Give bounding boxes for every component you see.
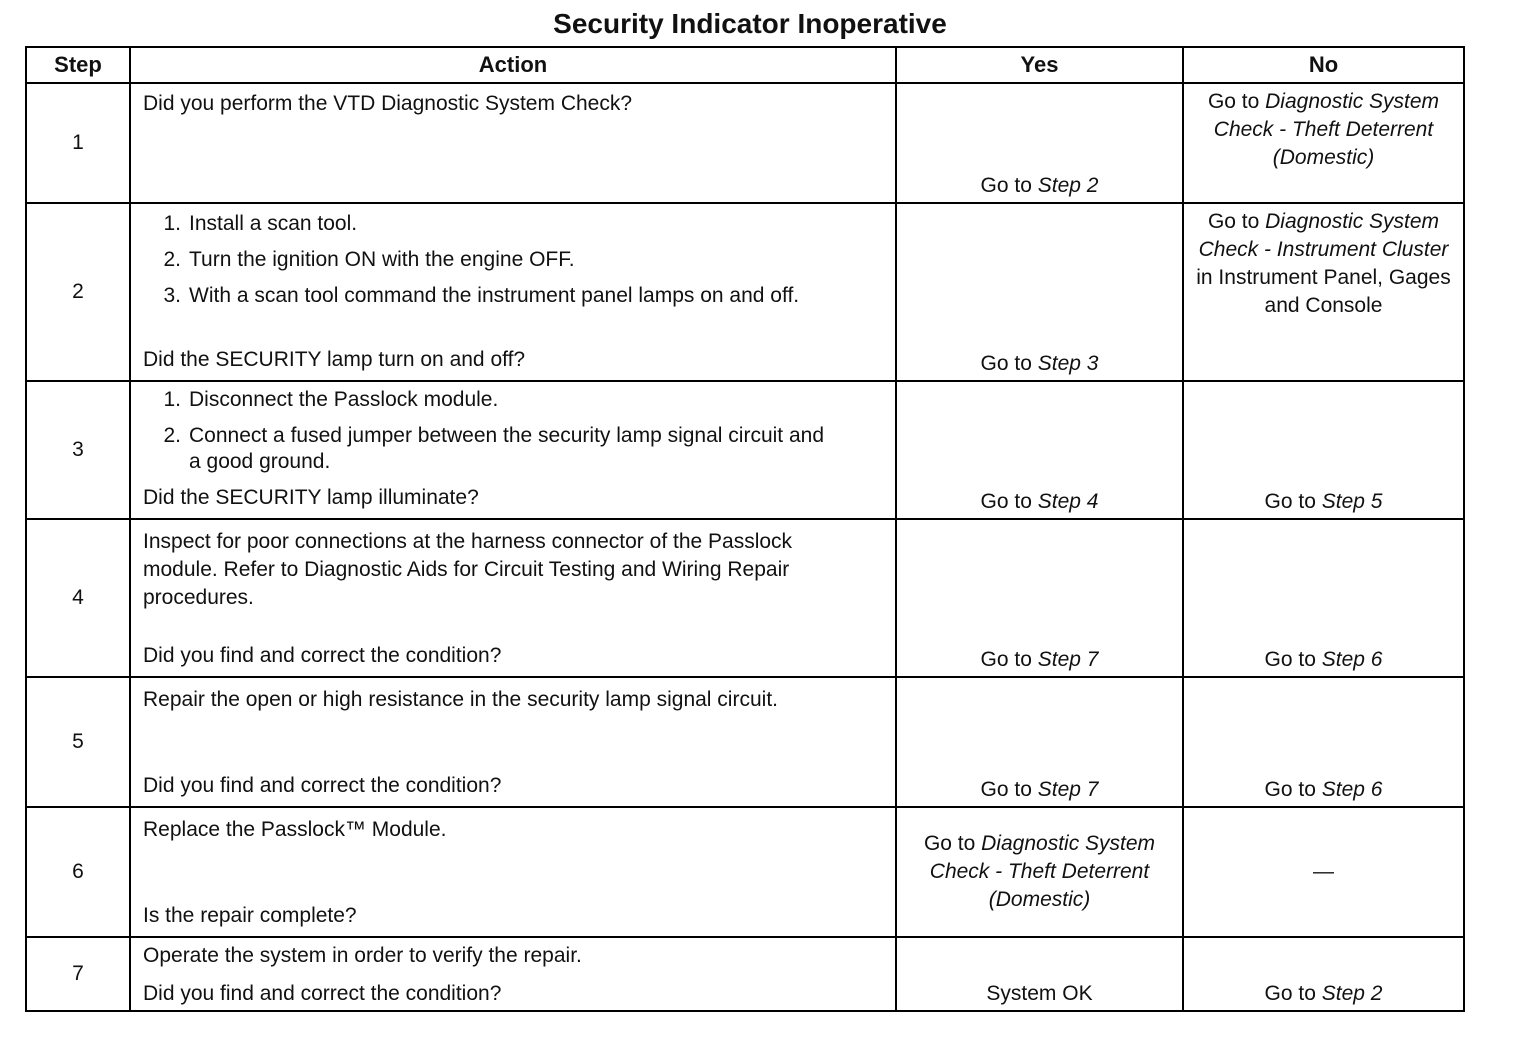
action-cell	[130, 677, 896, 807]
yes-cell	[896, 381, 1183, 519]
action-instruction: Operate the system in order to verify the repair.	[143, 944, 582, 967]
no-cell	[1183, 807, 1464, 937]
yes-cell	[896, 519, 1183, 677]
list-item: 1. Install a scan tool.	[163, 212, 358, 235]
action-cell	[130, 807, 896, 937]
action-question: Is the repair complete?	[143, 904, 357, 927]
action-question: Did you find and correct the condition?	[143, 774, 502, 797]
no-target: Diagnostic System Check - Theft Deterrent (Domestic)	[1213, 90, 1440, 169]
yes-result: System OK	[986, 982, 1093, 1005]
table-row-step-3	[26, 381, 1464, 519]
yes-link[interactable]: Go to Step 4	[980, 490, 1099, 513]
table-row-step-7	[26, 937, 1464, 1011]
yes-link[interactable]: Go to Diagnostic System Check - Theft Deterrent (Domestic)	[923, 832, 1156, 911]
no-cell	[1183, 381, 1464, 519]
page-title: Security Indicator Inoperative	[553, 8, 947, 39]
action-question: Did the SECURITY lamp turn on and off?	[143, 348, 526, 371]
no-cell	[1183, 677, 1464, 807]
no-cell	[1183, 519, 1464, 677]
table-row-step-6	[26, 807, 1464, 937]
yes-target: Step 2	[1037, 174, 1099, 197]
table-row-step-5	[26, 677, 1464, 807]
action-cell	[130, 937, 896, 1011]
yes-link[interactable]	[897, 174, 1182, 202]
action-cell	[130, 83, 896, 203]
action-instruction: Repair the open or high resistance in the security lamp signal circuit.	[143, 688, 778, 711]
yes-cell	[896, 807, 1183, 937]
no-cell	[1183, 83, 1464, 203]
action-instruction: Inspect for poor connections at the harness connector of the Passlock module. Refer to Diagnostic Aids for Circuit Testing and Wiring Repair procedures.	[143, 530, 793, 609]
header-row	[26, 47, 1464, 83]
yes-prefix: Go to	[980, 174, 1038, 197]
step-number: 1	[26, 83, 130, 203]
action-question: Did the SECURITY lamp illuminate?	[143, 486, 479, 509]
table-row-step-1	[26, 83, 1464, 203]
no-prefix: Go to	[1207, 90, 1266, 113]
no-dash: —	[1313, 860, 1334, 883]
no-cell	[1183, 203, 1464, 381]
no-cell	[1183, 937, 1464, 1011]
action-question: Did you find and correct the condition?	[143, 644, 502, 667]
no-link[interactable]: Go to Step 6	[1264, 648, 1383, 671]
action-cell	[130, 381, 896, 519]
step-number: 7	[26, 937, 130, 1011]
action-question: Did you find and correct the condition?	[143, 982, 502, 1005]
yes-cell	[896, 937, 1183, 1011]
header-step: Step	[26, 47, 130, 83]
action-cell	[130, 203, 896, 381]
no-link[interactable]: Go to Diagnostic System Check - Instrument Cluster in Instrument Panel, Gages and Console	[1196, 210, 1451, 317]
step-number: 2	[26, 203, 130, 381]
list-item: 1. Disconnect the Passlock module.	[163, 388, 499, 411]
action-instruction: Replace the Passlock™ Module.	[143, 818, 447, 841]
list-item: 3. With a scan tool command the instrument panel lamps on and off.	[163, 284, 800, 307]
no-link[interactable]	[1184, 84, 1463, 172]
yes-link[interactable]: Go to Step 3	[980, 352, 1099, 375]
step-number: 5	[26, 677, 130, 807]
step-number: 3	[26, 381, 130, 519]
header-no: No	[1183, 47, 1464, 83]
table-row-step-4	[26, 519, 1464, 677]
yes-cell	[896, 203, 1183, 381]
yes-link[interactable]: Go to Step 7	[980, 778, 1099, 801]
yes-cell	[896, 83, 1183, 203]
diagnostic-table	[25, 46, 1465, 1012]
table-row-step-2	[26, 203, 1464, 381]
header-yes: Yes	[896, 47, 1183, 83]
action-cell	[130, 519, 896, 677]
list-item: 2. Connect a fused jumper between the security lamp signal circuit and a good ground.	[163, 424, 825, 473]
no-link[interactable]: Go to Step 2	[1264, 982, 1383, 1005]
action-question: Did you perform the VTD Diagnostic System Check?	[143, 92, 633, 115]
yes-link[interactable]: Go to Step 7	[980, 648, 1099, 671]
step-number: 4	[26, 519, 130, 677]
action-steps-list	[131, 204, 895, 309]
list-item: 2. Turn the ignition ON with the engine OFF.	[163, 248, 575, 271]
action-steps-list	[131, 382, 895, 475]
yes-cell	[896, 677, 1183, 807]
header-action: Action	[130, 47, 896, 83]
no-link[interactable]: Go to Step 6	[1264, 778, 1383, 801]
step-number: 6	[26, 807, 130, 937]
no-link[interactable]: Go to Step 5	[1264, 490, 1383, 513]
